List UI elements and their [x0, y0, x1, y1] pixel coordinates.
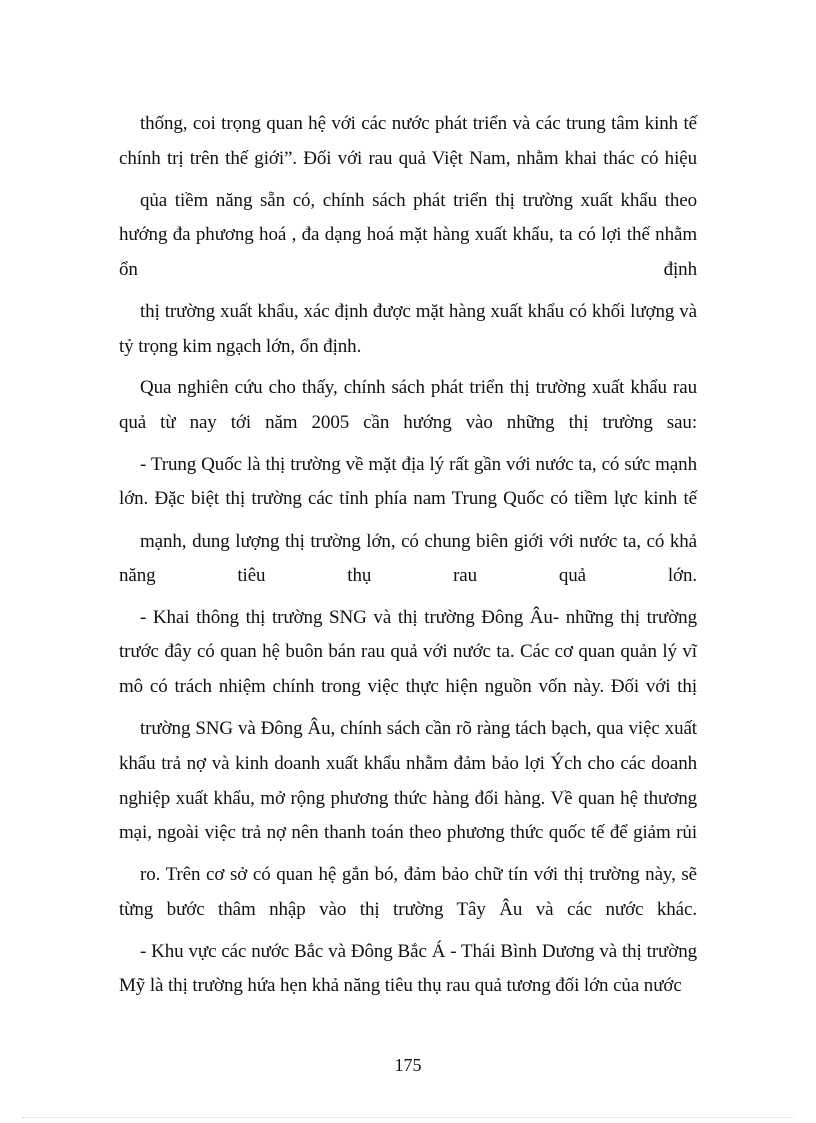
text-line-10: - Trung Quốc là thị trường về mặt địa lý rất gần với nước ta, có sức mạnh [140, 454, 697, 475]
text-line-18: khẩu trả nợ và kinh doanh xuất khẩu nhằm đảm bảo lợi Ých cho các doanh [119, 753, 697, 774]
text-line-4: hướng đa phương hoá , đa dạng hoá mặt hàng xuất khẩu, ta có lợi thế nhằm [119, 224, 697, 245]
text-line-15: trước đây có quan hệ buôn bán rau quả với nước ta. Các cơ quan quản lý vĩ [119, 641, 697, 662]
text-line-9: quả từ nay tới năm 2005 cần hướng vào những thị trường sau: [119, 412, 697, 433]
text-line-11: lớn. Đặc biệt thị trường các tỉnh phía nam Trung Quốc có tiềm lực kinh tế [119, 488, 697, 509]
text-line-3: qủa tiềm năng sẵn có, chính sách phát triển thị trường xuất khẩu theo [140, 190, 697, 211]
text-line-21: ro. Trên cơ sở có quan hệ gắn bó, đảm bảo chữ tín với thị trường này, sẽ [140, 864, 697, 885]
page-bottom-divider [22, 1117, 794, 1118]
text-line-23: - Khu vực các nước Bắc và Đông Bắc Á - Thái Bình Dương và thị trường [140, 941, 697, 962]
text-line-13: năng tiêu thụ rau quả lớn. [119, 565, 697, 586]
text-line-14: - Khai thông thị trường SNG và thị trường Đông Âu- những thị trường [140, 607, 697, 628]
text-line-7: tỷ trọng kim ngạch lớn, ổn định. [119, 336, 362, 357]
text-line-24: Mỹ là thị trường hứa hẹn khả năng tiêu thụ rau quả tương đối lớn của nước [119, 975, 682, 996]
text-line-17: trường SNG và Đông Âu, chính sách cần rõ ràng tách bạch, qua việc xuất [140, 718, 697, 739]
text-line-5: ổn định [119, 259, 697, 280]
text-line-19: nghiệp xuất khẩu, mở rộng phương thức hàng đổi hàng. Về quan hệ thương [119, 788, 697, 809]
text-line-1: thống, coi trọng quan hệ với các nước phát triển và các trung tâm kinh tế [140, 113, 697, 134]
text-line-16: mô có trách nhiệm chính trong việc thực hiện nguồn vốn này. Đối với thị [119, 676, 697, 697]
text-line-8: Qua nghiên cứu cho thấy, chính sách phát triển thị trường xuất khẩu rau [140, 377, 697, 398]
text-line-2: chính trị trên thế giới”. Đối với rau quả Việt Nam, nhằm khai thác có hiệu [119, 148, 697, 169]
text-line-6: thị trường xuất khẩu, xác định được mặt hàng xuất khẩu có khối lượng và [140, 301, 697, 322]
text-line-12: mạnh, dung lượng thị trường lớn, có chung biên giới với nước ta, có khả [140, 531, 697, 552]
text-line-20: mại, ngoài việc trả nợ nên thanh toán theo phương thức quốc tế để giảm rủi [119, 822, 697, 843]
text-line-22: từng bước thâm nhập vào thị trường Tây Âu và các nước khác. [119, 899, 697, 920]
page-number: 175 [394, 1055, 422, 1075]
